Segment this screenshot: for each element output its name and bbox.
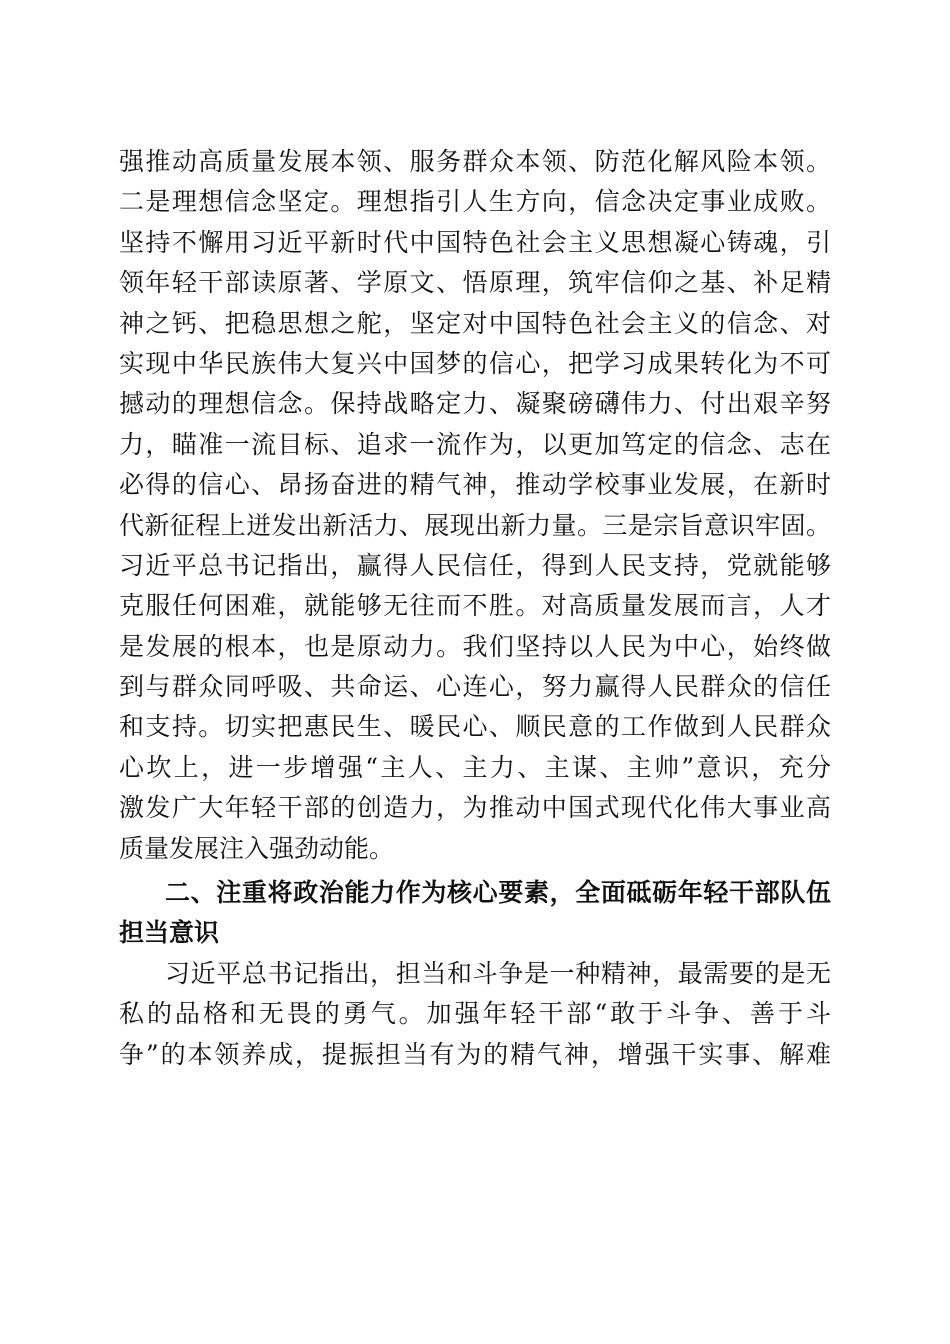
text-line: 私的品格和无畏的勇气。加强年轻干部“敢于斗争、善于斗 xyxy=(119,999,831,1029)
document-body xyxy=(119,142,831,1075)
text-line: 力，瞄准一流目标、追求一流作为，以更加笃定的信念、志在 xyxy=(119,429,831,459)
text-line: 强推动高质量发展本领、服务群众本领、防范化解风险本领。 xyxy=(119,147,831,176)
text-line: 习近平总书记指出，赢得人民信任，得到人民支持，党就能够 xyxy=(119,550,831,580)
text-line: 代新征程上迸发出新活力、展现出新力量。三是宗旨意识牢固。 xyxy=(119,510,831,540)
text-line: 领年轻干部读原著、学原文、悟原理，筑牢信仰之基、补足精 xyxy=(119,268,831,298)
text-line: 二是理想信念坚定。理想指引人生方向，信念决定事业成败。 xyxy=(119,187,831,217)
text-line: 是发展的根本，也是原动力。我们坚持以人民为中心，始终做 xyxy=(119,631,831,661)
text-line: 习近平总书记指出，担当和斗争是一种精神，最需要的是无 xyxy=(165,958,831,988)
text-line: 激发广大年轻干部的创造力，为推动中国式现代化伟大事业高 xyxy=(119,793,831,823)
text-line: 神之钙、把稳思想之舵，坚定对中国特色社会主义的信念、对 xyxy=(119,308,831,338)
text-line: 和支持。切实把惠民生、暖民心、顺民意的工作做到人民群众 xyxy=(119,712,831,742)
text-line: 到与群众同呼吸、共命运、心连心，努力赢得人民群众的信任 xyxy=(119,672,831,702)
paragraph-responsibility xyxy=(119,954,831,1075)
text-line: 质量发展注入强劲动能。 xyxy=(119,833,395,863)
section-heading xyxy=(119,873,831,954)
text-line: 撼动的理想信念。保持战略定力、凝聚磅礴伟力、付出艰辛努 xyxy=(119,389,831,419)
text-line: 实现中华民族伟大复兴中国梦的信心，把学习成果转化为不可 xyxy=(119,348,831,378)
section-heading-line: 二、注重将政治能力作为核心要素，全面砥砺年轻干部队伍 xyxy=(165,878,831,908)
text-line: 必得的信心、昂扬奋进的精气神，推动学校事业发展，在新时 xyxy=(119,470,831,500)
text-line: 克服任何困难，就能够无往而不胜。对高质量发展而言，人才 xyxy=(119,591,831,621)
section-heading-line: 担当意识 xyxy=(119,918,220,948)
text-line: 心坎上，进一步增强“主人、主力、主谋、主帅”意识，充分 xyxy=(119,752,831,782)
text-line: 争”的本领养成，提振担当有为的精气神，增强干实事、解难 xyxy=(119,1039,831,1069)
text-line: 坚持不懈用习近平新时代中国特色社会主义思想凝心铸魂，引 xyxy=(119,227,831,257)
paragraph-ideals-and-purpose xyxy=(119,142,831,869)
